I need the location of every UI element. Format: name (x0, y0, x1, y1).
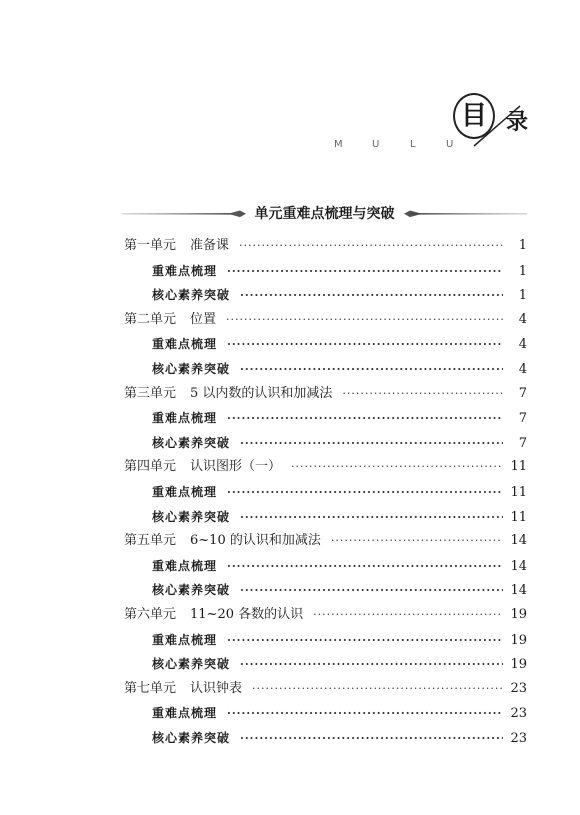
dot-leader (331, 529, 503, 554)
page-number: 11 (510, 459, 527, 475)
dot-leader (240, 506, 503, 531)
page-number: 7 (518, 385, 527, 401)
dot-leader (226, 308, 503, 333)
toc-unit-entry[interactable] (124, 529, 527, 554)
unit-title: 5 以内数的认识和加减法 (190, 385, 333, 401)
dot-leader (240, 432, 503, 457)
toc-unit-entry[interactable] (124, 234, 527, 259)
sub-entry-label: 核心素养突破 (152, 730, 231, 745)
unit-title: 认识钟表 (190, 680, 243, 696)
dot-leader (227, 629, 503, 654)
unit-title: 准备课 (190, 238, 230, 253)
page-number: 1 (518, 263, 527, 279)
unit-number: 第一单元 (124, 238, 177, 253)
toc-sub-entry[interactable] (124, 357, 527, 382)
unit-number: 第二单元 (124, 311, 177, 327)
toc-sub-entry[interactable] (124, 652, 527, 677)
dot-leader (227, 333, 503, 358)
page-number: 23 (510, 680, 527, 696)
toc-sub-entry[interactable] (124, 431, 527, 456)
toc-sub-entry[interactable] (124, 554, 527, 579)
toc-sub-entry[interactable] (124, 726, 527, 751)
page-number: 1 (518, 288, 527, 304)
page-number: 4 (518, 361, 527, 377)
sub-entry-label: 核心素养突破 (152, 509, 231, 524)
pinyin-letter: M (334, 139, 343, 150)
dot-leader (227, 555, 503, 580)
sub-entry-label: 重难点梳理 (152, 411, 218, 426)
page-number: 4 (518, 311, 527, 327)
dot-leader (227, 260, 503, 285)
dot-leader (240, 653, 503, 678)
sub-entry-label: 核心素养突破 (152, 657, 231, 672)
page-number: 19 (510, 606, 527, 622)
page-number: 14 (510, 583, 527, 599)
unit-number: 第四单元 (124, 459, 177, 475)
pinyin-letter: L (410, 139, 416, 150)
unit-title: 11~20 各数的认识 (190, 606, 304, 622)
sub-entry-label: 重难点梳理 (152, 337, 218, 352)
pinyin-letter: U (446, 139, 454, 150)
dot-leader (240, 358, 503, 383)
unit-number: 第六单元 (124, 606, 177, 622)
sub-entry-label: 重难点梳理 (152, 558, 218, 573)
section-header (122, 205, 527, 223)
sub-entry-label: 核心素养突破 (152, 288, 231, 303)
unit-number: 第七单元 (124, 680, 177, 696)
heading-lu: 录 (506, 109, 529, 135)
page-number: 11 (510, 484, 527, 500)
page-number: 11 (510, 509, 527, 525)
toc-sub-entry[interactable] (124, 480, 527, 505)
dot-leader (240, 579, 503, 604)
sub-entry-label: 核心素养突破 (152, 361, 231, 376)
page-number: 4 (518, 337, 527, 353)
dot-leader (239, 234, 503, 259)
sub-entry-label: 重难点梳理 (152, 263, 218, 278)
heading-mu: 目 (460, 101, 487, 131)
toc-sub-entry[interactable] (124, 259, 527, 284)
pinyin-letter: U (372, 139, 380, 150)
page-number: 14 (510, 533, 527, 549)
toc-sub-entry[interactable] (124, 701, 527, 726)
toc-unit-entry[interactable] (124, 677, 527, 702)
dot-leader (227, 702, 503, 727)
toc-sub-entry[interactable] (124, 578, 527, 603)
toc-sub-entry[interactable] (124, 628, 527, 653)
unit-number: 第三单元 (124, 385, 177, 401)
toc-sub-entry[interactable] (124, 332, 527, 357)
toc-unit-entry[interactable] (124, 603, 527, 628)
dot-leader (227, 481, 503, 506)
dot-leader (240, 284, 503, 309)
sub-entry-label: 重难点梳理 (152, 632, 218, 647)
sub-entry-label: 重难点梳理 (152, 706, 218, 721)
dot-leader (240, 727, 503, 752)
page-number: 7 (518, 411, 527, 427)
sub-entry-label: 重难点梳理 (152, 484, 218, 499)
unit-title: 6~10 的认识和加减法 (190, 533, 321, 549)
toc-unit-entry[interactable] (124, 382, 527, 407)
page-number: 7 (518, 435, 527, 451)
dot-leader (227, 407, 503, 432)
page-number: 19 (510, 657, 527, 673)
dot-leader (342, 382, 503, 407)
page-number: 14 (510, 558, 527, 574)
toc-heading (0, 0, 580, 170)
toc-sub-entry[interactable] (124, 505, 527, 530)
page-number: 23 (510, 730, 527, 746)
section-title: 单元重难点梳理与突破 (122, 205, 527, 223)
toc-sub-entry[interactable] (124, 283, 527, 308)
toc-unit-entry[interactable] (124, 455, 527, 480)
page-number: 19 (510, 632, 527, 648)
table-of-contents (124, 234, 527, 750)
unit-number: 第五单元 (124, 533, 177, 549)
dot-leader (252, 677, 503, 702)
dot-leader (291, 455, 503, 480)
page-number: 1 (518, 238, 527, 253)
unit-title: 认识图形（一） (190, 459, 282, 475)
page-number: 23 (510, 706, 527, 722)
toc-sub-entry[interactable] (124, 406, 527, 431)
toc-unit-entry[interactable] (124, 308, 527, 333)
dot-leader (313, 603, 503, 628)
unit-title: 位置 (190, 311, 217, 327)
sub-entry-label: 核心素养突破 (152, 435, 231, 450)
sub-entry-label: 核心素养突破 (152, 583, 231, 598)
